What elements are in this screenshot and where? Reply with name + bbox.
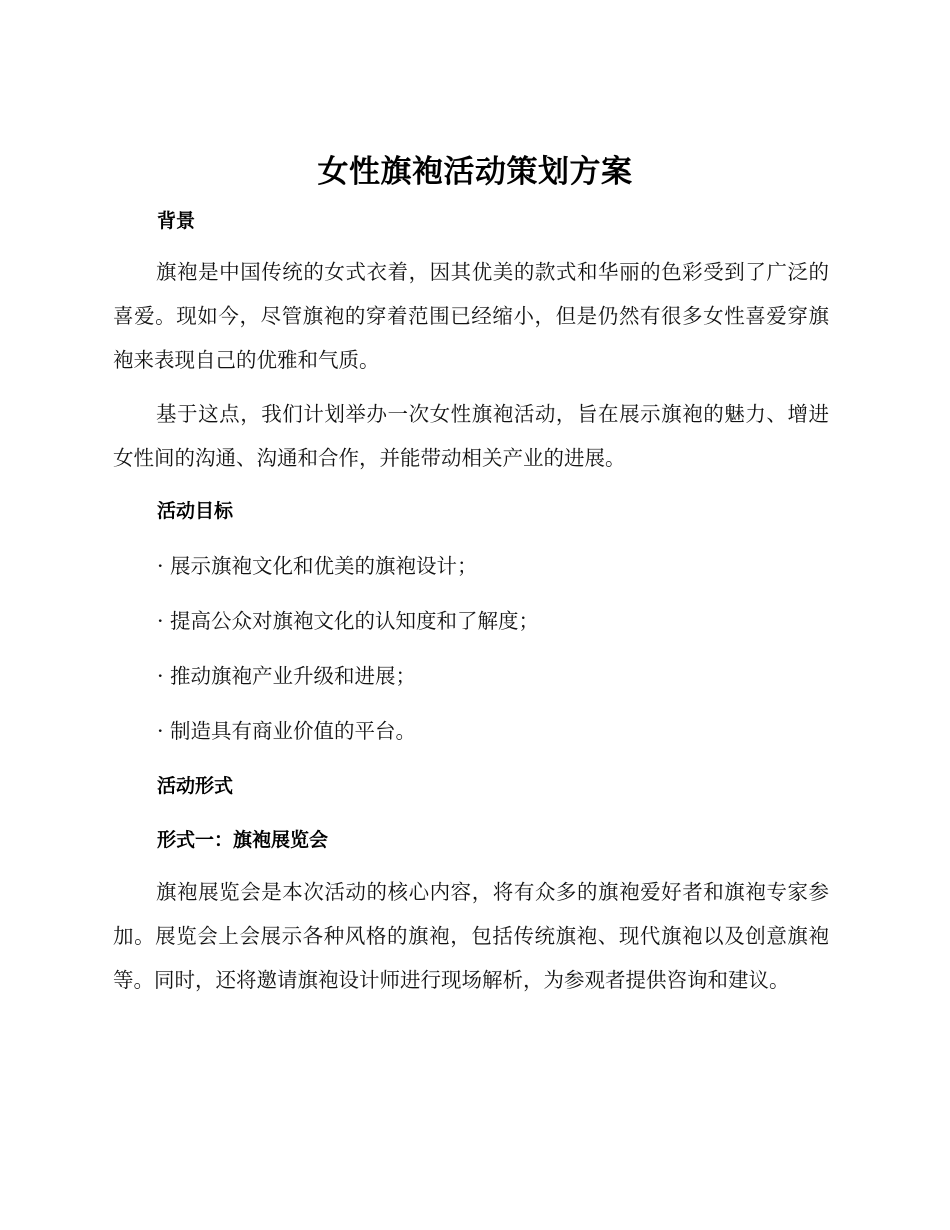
section-heading-background: 背景	[157, 210, 196, 232]
goal-list-item: · 提高公众对旗袍文化的认知度和了解度；	[157, 609, 540, 633]
document-title: 女性旗袍活动策划方案	[317, 154, 633, 190]
section-heading-goals: 活动目标	[157, 500, 234, 522]
background-paragraph-1: 旗袍是中国传统的女式衣着，因其优美的款式和华丽的色彩受到了广泛的喜爱。现如今，尽管旗袍的穿着范围已经缩小，但是仍然有很多女性喜爱穿旗袍来表现自己的优雅和气质。	[113, 260, 829, 372]
goal-list-item: · 推动旗袍产业升级和进展；	[157, 664, 417, 688]
goal-list-item: · 展示旗袍文化和优美的旗袍设计；	[157, 554, 478, 578]
section-heading-format: 活动形式	[157, 775, 234, 797]
format-subheading: 形式一：旗袍展览会	[157, 829, 329, 851]
goal-list-item: · 制造具有商业价值的平台。	[157, 719, 417, 743]
format-paragraph: 旗袍展览会是本次活动的核心内容，将有众多的旗袍爱好者和旗袍专家参加。展览会上会展示各种风格的旗袍，包括传统旗袍、现代旗袍以及创意旗袍等。同时，还将邀请旗袍设计师进行现场解析，为参观者提供咨询和建议。	[113, 880, 829, 992]
background-paragraph-2: 基于这点，我们计划举办一次女性旗袍活动，旨在展示旗袍的魅力、增进女性间的沟通、沟通和合作，并能带动相关产业的进展。	[113, 402, 829, 470]
